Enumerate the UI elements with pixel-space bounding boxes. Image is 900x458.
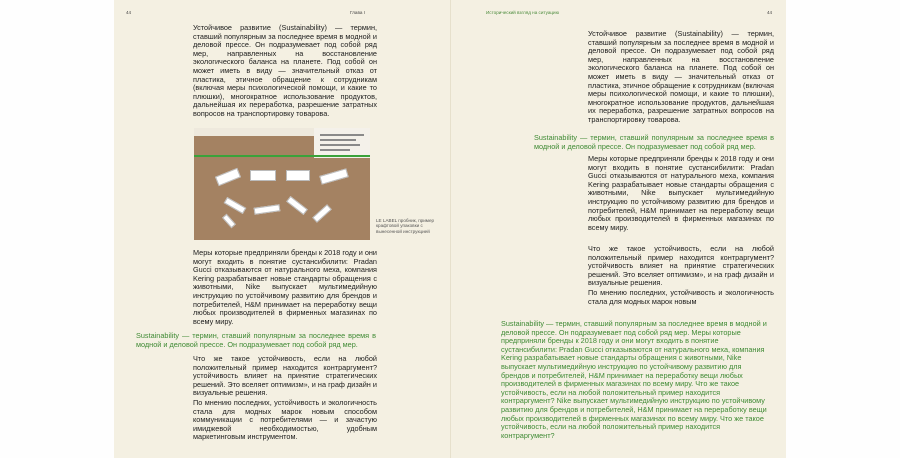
figure-caption: LE LABEL пробник, пример крафтовой упаковки с вынесенной инструкцией (376, 218, 435, 234)
left-paragraph-2: Меры которые предприняли бренды к 2018 году и они могут входить в понятие сустансибилити: Pradan Gucci отказываются от натурального меха, компания Kering разрабатывает новые стандарты обращения с животными, Nike выпускает мультимедийную инструкцию по устойчивому развитию для брендов и потребителей, H&M принимает на переработку вещи любых производителей в фирменных магазинах по всему миру. (193, 248, 377, 326)
right-green-block: Sustainability — термин, ставший популярным за последнее время в модной и деловой прессе. Он подразумевает под собой ряд мер. Меры которые предприняли бренды к 2018 году и они могут входить в понятие сустансибилити: Pradan Gucci отказываются от натурального меха, компания Kering разрабатывает новые стандарты обращения с животными, Nike выпускает мультимедийную инструкцию по устойчивому развитию для брендов и потребителей, H&M принимает на переработку вещи любых производителей в фирменных магазинах по всему миру. Что же такое устойчивость, если на любой положительный пример находится контраргумент? Nike выпускает мультимедийную инструкцию по устойчивому развитию для брендов и потребителей, H&M принимает на переработку вещи любых производителей в фирменных магазинах по всему миру. Что же такое устойчивость, если на любой положительный пример находится контраргумент? (501, 319, 767, 440)
left-paragraph-3: Что же такое устойчивость, если на любой положительный пример находится контраргумент? устойчивость влияет на принятие стратегических решений. Это вселяет оптимизм», и на граф дизайн и визуальные решения. (193, 354, 377, 398)
instruction-step-icon (222, 214, 236, 228)
instruction-step-icon (215, 168, 241, 186)
instruction-step-icon (250, 170, 276, 181)
left-paragraph-1: Устойчивое развитие (Sustainability) — термин, ставший популярным за последнее время в модной и деловой прессе. Он подразумевает под собой ряд мер, направленных на восстановление экологического баланса на планете. Под собой он может иметь в виду — значительный отказ от пластика, этичное обращение к сотрудникам (включая меры психологической помощи, и какие то плюшки), многократное использование продуктов, дальнейшая их переработка, разрешение затратных вопросов на транспортировку товарова. (193, 23, 377, 118)
packaging-photo (194, 128, 370, 240)
page-gutter (450, 0, 451, 458)
left-paragraph-4: По мнению последних, устойчивость и экологичность стала для модных марок новым способом коммуникации с потребителями — и зачастую имиджевой необходимостью, удобным маркетинговым инструментом. (193, 398, 377, 442)
right-page-number: 44 (767, 10, 773, 15)
instruction-step-icon (319, 168, 348, 184)
book-spread (114, 0, 786, 458)
instruction-step-icon (286, 196, 308, 215)
left-page-number: 44 (126, 10, 132, 15)
running-title: Исторический взгляд на ситуацию (486, 10, 560, 15)
right-paragraph-3: Что же такое устойчивость, если на любой положительный пример находится контраргумент? устойчивость влияет на принятие стратегических решений. Это вселяет оптимизм», и на граф дизайн и визуальные решения. (588, 244, 774, 288)
instruction-step-icon (286, 170, 310, 181)
packaging-label (314, 128, 370, 158)
packaging-green-stripe (194, 155, 370, 157)
right-paragraph-1: Устойчивое развитие (Sustainability) — термин, ставший популярным за последнее время в модной и деловой прессе. Он подразумевает под собой ряд мер, направленных на восстановление экологического баланса на планете. Под собой он может иметь в виду — значительный отказ от пластика, этичное обращение к сотрудникам (включая меры психологической помощи, и какие то плюшки), многократное использование продуктов, дальнейшая их переработка, разрешение затратных вопросов на транспортировку товарова. (588, 29, 774, 124)
chapter-title: Глава I (350, 10, 365, 15)
instruction-step-icon (312, 204, 332, 223)
right-paragraph-2: Меры которые предприняли бренды к 2018 году и они могут входить в понятие сустансибилити: Pradan Gucci отказываются от натурального меха, компания Kering разрабатывает новые стандарты обращения с животными, Nike выпускает мультимедийную инструкцию по устойчивому развитию для брендов и потребителей, H&M принимает на переработку вещи любых производителей в фирменных магазинах по всему миру. (588, 154, 774, 232)
right-paragraph-4: По мнению последних, устойчивость и экологичность стала для модных марок новым (588, 288, 774, 306)
instruction-step-icon (224, 197, 247, 214)
instruction-step-icon (254, 204, 281, 215)
right-pull-quote: Sustainability — термин, ставший популярным за последнее время в модной и деловой прессе. Он подразумевает под собой ряд мер. (534, 133, 774, 151)
left-pull-quote: Sustainability — термин, ставший популярным за последнее время в модной и деловой прессе. Он подразумевает под собой ряд мер. (136, 331, 376, 349)
